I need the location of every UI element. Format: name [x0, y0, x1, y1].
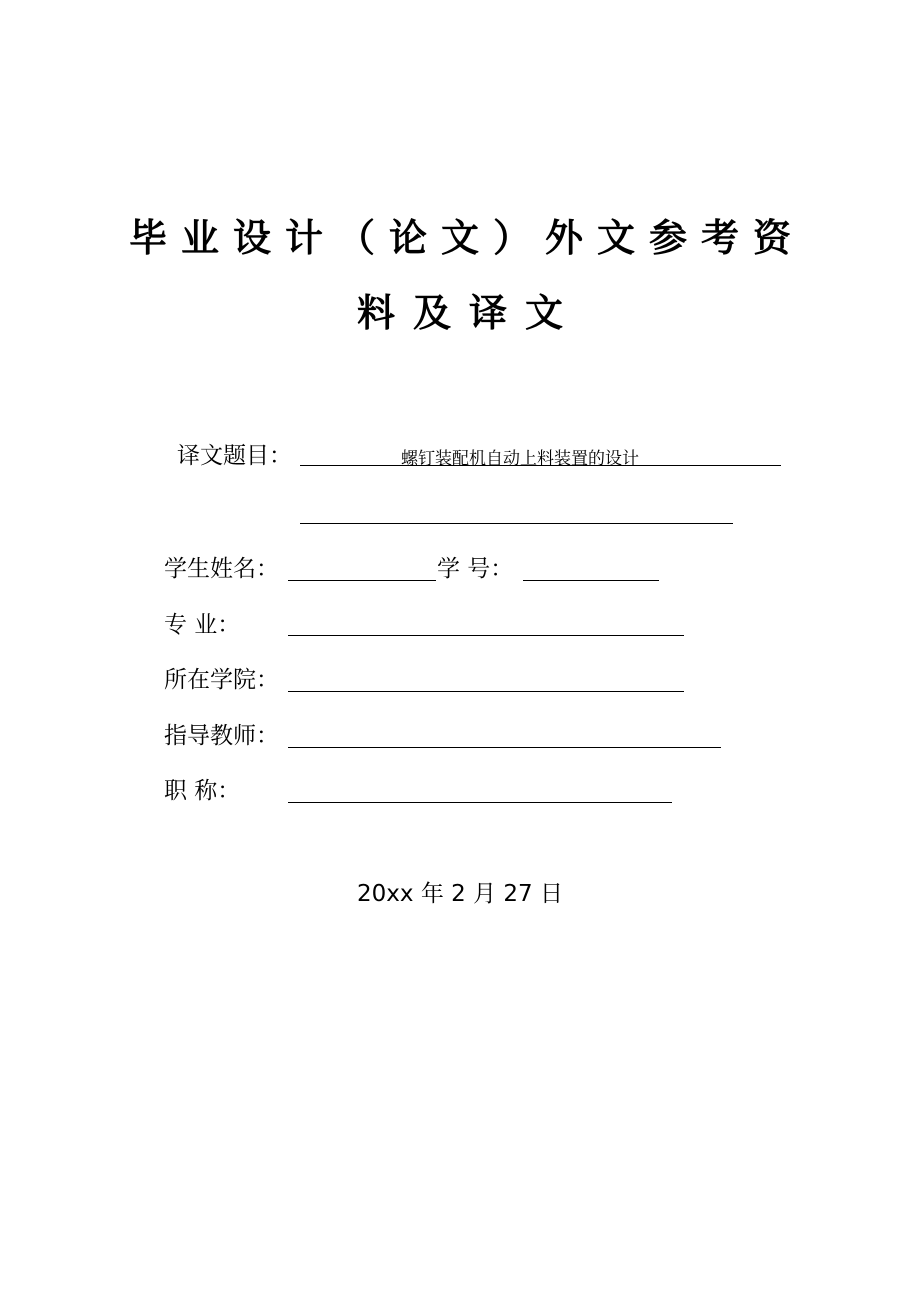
- student-name-field: [288, 580, 436, 581]
- student-id-field: [523, 580, 659, 581]
- topic-value: 螺钉装配机自动上料装置的设计: [401, 449, 639, 469]
- title-rank-field: [288, 802, 672, 803]
- advisor-field: [288, 747, 721, 748]
- college-label: 所在学院：: [164, 667, 279, 693]
- college-field: [288, 691, 684, 692]
- title-rank-label: 职 称：: [164, 778, 241, 804]
- topic-underline-2: [300, 523, 733, 524]
- document-title-line2: 料及译文: [356, 290, 581, 335]
- major-label: 专 业：: [164, 612, 241, 638]
- document-date: 20xx 年 2 月 27 日: [357, 881, 563, 907]
- major-field: [288, 635, 684, 636]
- student-name-label: 学生姓名：: [164, 556, 279, 582]
- topic-label: 译文题目：: [177, 443, 292, 469]
- advisor-label: 指导教师：: [164, 723, 279, 749]
- student-id-label: 学 号：: [437, 556, 514, 582]
- document-title-line1: 毕业设计（论文）外文参考资: [128, 215, 805, 260]
